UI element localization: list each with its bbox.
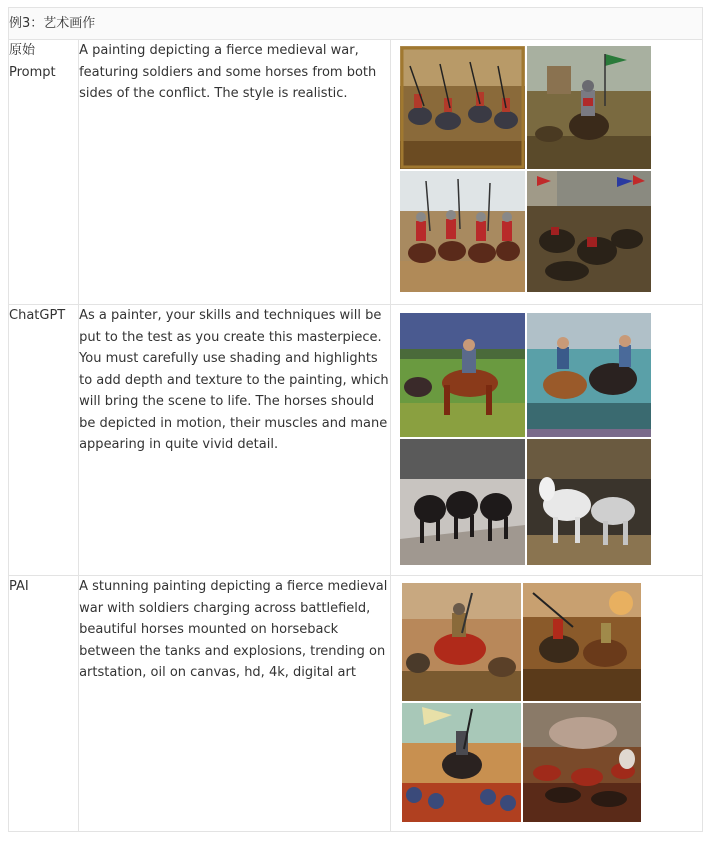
row-label-pai	[9, 576, 79, 832]
table-row-pai	[9, 576, 703, 832]
table-row-chatgpt	[9, 305, 703, 576]
image-tile	[523, 583, 641, 701]
row-label-line1: ChatGPT	[9, 308, 66, 323]
row-label-line1: 原始	[9, 43, 36, 58]
prompt-text-pai: A stunning painting depicting a fierce medieval war with soldiers charging across battlefield, beautiful horses mounted on horseback between the tanks and explosions, trending on artstation, oil on canvas, hd, 4k, digital art	[79, 576, 390, 832]
row-label-original	[9, 40, 79, 305]
row-label-chatgpt	[9, 305, 79, 576]
image-tile	[400, 439, 525, 565]
image-tile	[527, 46, 651, 169]
image-tile	[400, 46, 525, 169]
image-tile	[402, 583, 521, 701]
table-row-original	[9, 40, 703, 305]
prompt-text-original: A painting depicting a fierce medieval war, featuring soldiers and some horses from both sides of the conflict. The style is realistic.	[79, 40, 390, 305]
image-tile	[402, 703, 521, 822]
image-grid-chatgpt	[390, 305, 702, 576]
row-label-line1: PAI	[9, 579, 29, 594]
prompt-text-chatgpt: As a painter, your skills and techniques will be put to the test as you create this masterpiece. You must carefully use shading and highlights to add depth and texture to the painting, which will bring the scene to life. The horses should be depicted in motion, their muscles and mane appearing in quite vivid detail.	[79, 305, 390, 576]
image-tile	[527, 439, 651, 565]
image-tile	[523, 703, 641, 822]
image-grid-pai	[390, 576, 702, 832]
image-tile	[527, 313, 651, 437]
comparison-table	[8, 7, 703, 832]
image-grid-original	[390, 40, 702, 305]
table-header-row	[9, 8, 703, 40]
row-label-line2: Prompt	[9, 65, 56, 80]
image-tile	[400, 313, 525, 437]
table-header-title: 例3：艺术画作	[9, 8, 703, 40]
image-tile	[400, 171, 525, 292]
image-tile	[527, 171, 651, 292]
